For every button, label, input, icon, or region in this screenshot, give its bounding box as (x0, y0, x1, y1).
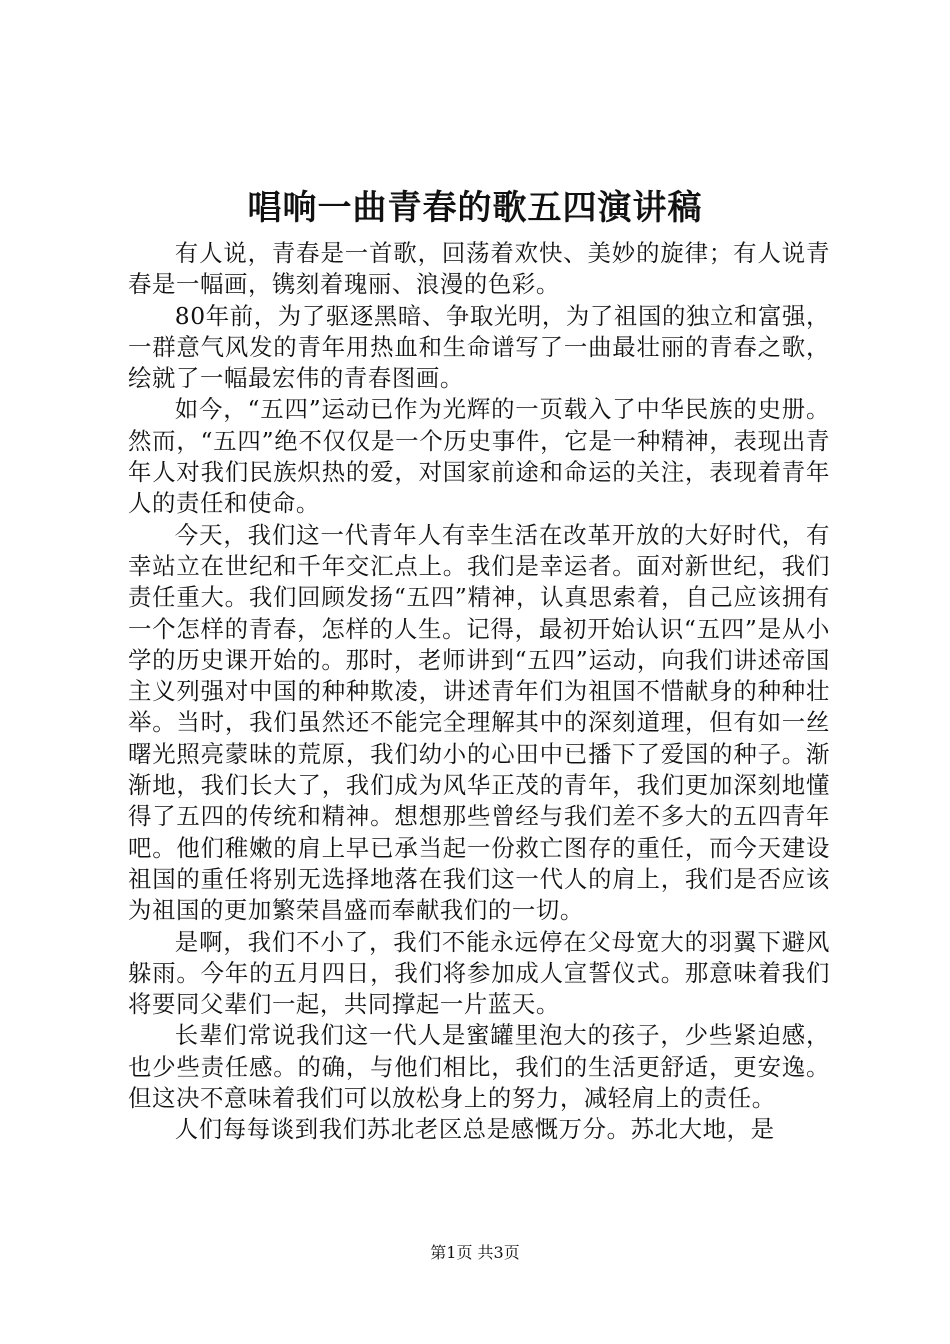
paragraph-7: 人们每每谈到我们苏北老区总是感慨万分。苏北大地，是 (174, 1115, 775, 1144)
paragraph-5: 是啊，我们不小了，我们不能永远停在父母宽大的羽翼下避风躲雨。今年的五月四日，我们将参加成人宣誓仪式。那意味着我们将要同父辈们一起，共同撑起一片蓝天。 (128, 927, 830, 1019)
document-title: 唱响一曲青春的歌五四演讲稿 (247, 188, 703, 228)
paragraph-2: 80年前，为了驱逐黑暗、争取光明，为了祖国的独立和富强，一群意气风发的青年用热血和生命谱写了一曲最壮丽的青春之歌，绘就了一幅最宏伟的青春图画。 (128, 301, 830, 393)
paragraph-6: 长辈们常说我们这一代人是蜜罐里泡大的孩子，少些紧迫感，也少些责任感。的确，与他们相比，我们的生活更舒适，更安逸。但这决不意味着我们可以放松身上的努力，减轻肩上的责任。 (128, 1021, 830, 1113)
document-body (128, 238, 830, 1146)
paragraph-4: 今天，我们这一代青年人有幸生活在改革开放的大好时代，有幸站立在世纪和千年交汇点上。我们是幸运者。面对新世纪，我们责任重大。我们回顾发扬“五四”精神，认真思索着，自己应该拥有一个怎样的青春，怎样的人生。记得，最初开始认识“五四”是从小学的历史课开始的。那时，老师讲到“五四”运动，向我们讲述帝国主义列强对中国的种种欺凌，讲述青年们为祖国不惜献身的种种壮举。当时，我们虽然还不能完全理解其中的深刻道理，但有如一丝曙光照亮蒙昧的荒原，我们幼小的心田中已播下了爱国的种子。渐渐地，我们长大了，我们成为风华正茂的青年，我们更加深刻地懂得了五四的传统和精神。想想那些曾经与我们差不多大的五四青年吧。他们稚嫩的肩上早已承当起一份救亡图存的重任，而今天建设祖国的重任将别无选择地落在我们这一代人的肩上，我们是否应该为祖国的更加繁荣昌盛而奉献我们的一切。 (128, 520, 830, 925)
page-footer: 第1页 共3页 (430, 1243, 520, 1262)
paragraph-1: 有人说，青春是一首歌，回荡着欢快、美妙的旋律；有人说青春是一幅画，镌刻着瑰丽、浪漫的色彩。 (128, 239, 830, 299)
paragraph-3: 如今，“五四”运动已作为光辉的一页载入了中华民族的史册。然而，“五四”绝不仅仅是一个历史事件，它是一种精神，表现出青年人对我们民族炽热的爱，对国家前途和命运的关注，表现着青年人的责任和使命。 (128, 395, 830, 518)
